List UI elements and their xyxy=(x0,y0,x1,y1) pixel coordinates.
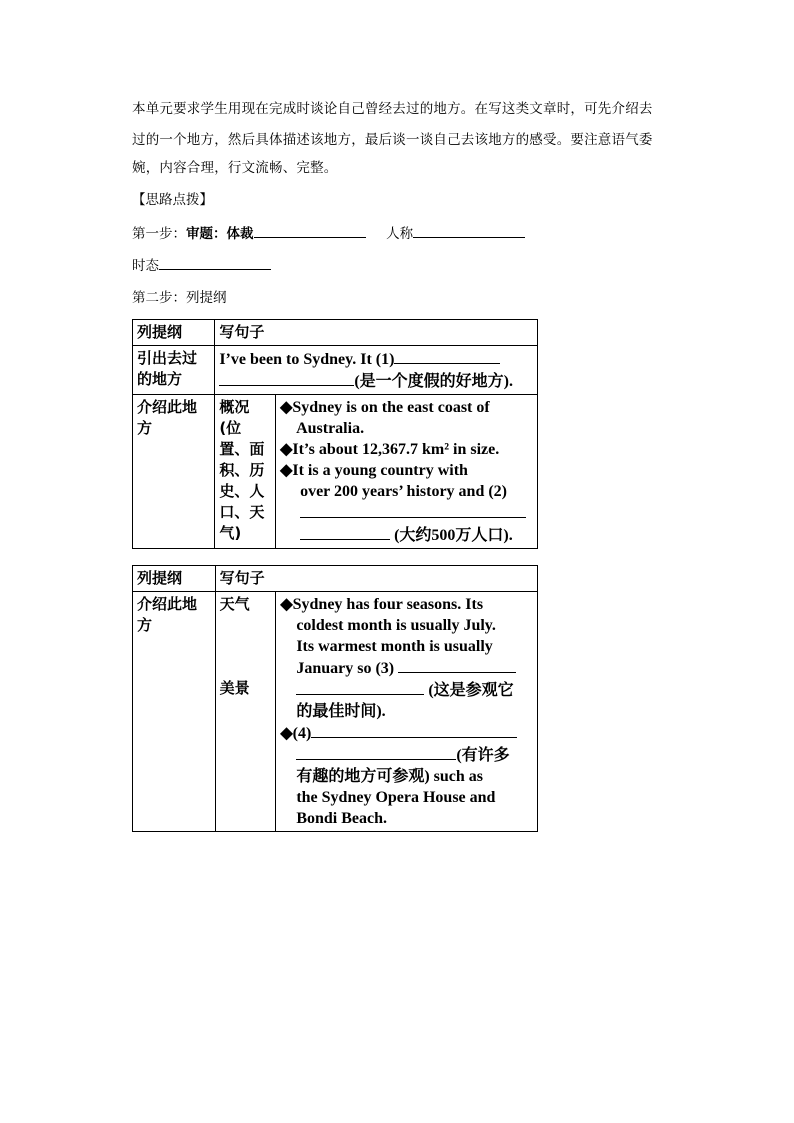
section-heading: 【思路点拨】 xyxy=(132,192,213,208)
scenery-line-3: 有趣的地方可参观) such as xyxy=(296,768,483,785)
tense-label: 时态 xyxy=(132,258,159,274)
scenery-line-4: the Sydney Opera House and xyxy=(296,789,496,806)
tense-blank[interactable] xyxy=(159,255,271,270)
blank-3b[interactable] xyxy=(296,679,424,695)
scenery-line-2: (有许多 xyxy=(456,747,510,764)
blank-1b[interactable] xyxy=(219,370,354,386)
weather-line-2: coldest month is usually July. xyxy=(296,617,496,634)
blank-1a[interactable] xyxy=(394,348,500,364)
row2-bullet-1: ◆Sydney is on the east coast of xyxy=(280,399,490,416)
tense-line xyxy=(132,254,271,274)
table2-row-label: 介绍此地方 xyxy=(133,592,216,832)
table1-row2-content xyxy=(276,395,538,549)
table2-content xyxy=(276,592,538,832)
weather-line-1: ◆Sydney has four seasons. Its xyxy=(280,596,484,613)
table1-row-intro xyxy=(133,346,538,395)
row2-bullet-1b: Australia. xyxy=(296,420,365,437)
row1-text-a: I’ve been to Sydney. It (1) xyxy=(219,351,395,368)
table1-row-describe xyxy=(133,395,538,549)
table1-row1-label: 引出去过的地方 xyxy=(133,346,215,395)
blank-3a[interactable] xyxy=(398,657,516,673)
outline-table-2 xyxy=(132,565,538,832)
blank-2b[interactable] xyxy=(300,524,390,540)
genre-blank[interactable] xyxy=(254,223,366,238)
row2-bullet-3: ◆It is a young country with xyxy=(280,462,468,479)
table2-header-col1: 列提纲 xyxy=(133,566,216,592)
table1-row1-content xyxy=(215,346,538,395)
row2-bullet-3c: (大约500万人口). xyxy=(394,527,513,544)
person-label: 人称 xyxy=(386,226,414,242)
blank-4a[interactable] xyxy=(311,722,517,738)
weather-line-6: 的最佳时间). xyxy=(296,703,386,720)
table1-header-col1: 列提纲 xyxy=(133,320,215,346)
table1-header-row xyxy=(133,320,538,346)
row1-text-b: (是一个度假的好地方). xyxy=(354,373,513,390)
genre-label: 体裁 xyxy=(226,226,254,242)
blank-2a[interactable] xyxy=(300,502,526,518)
table1-header-col2: 写句子 xyxy=(215,320,538,346)
table2-header-col2: 写句子 xyxy=(215,566,537,592)
step2-label: 第二步：列提纲 xyxy=(132,290,227,306)
blank-4b[interactable] xyxy=(296,744,456,760)
table1-row2-sub: 概况(位置、面积、历史、人口、天气) xyxy=(215,395,276,549)
row2-bullet-2: ◆It’s about 12,367.7 km² in size. xyxy=(280,441,500,458)
sub-weather: 天气 xyxy=(219,595,250,613)
step1-line xyxy=(132,222,525,242)
weather-line-5: (这是参观它 xyxy=(428,682,514,699)
intro-line-3: 婉，内容合理，行文流畅、完整。 xyxy=(132,160,338,176)
row2-bullet-3b: over 200 years’ history and (2) xyxy=(300,483,507,500)
scenery-line-1: ◆(4) xyxy=(280,725,312,742)
weather-line-3: Its warmest month is usually xyxy=(296,638,493,655)
intro-line-1: 本单元要求学生用现在完成时谈论自己曾经去过的地方。在写这类文章时，可先介绍去 xyxy=(132,101,653,117)
sub-scenery: 美景 xyxy=(219,679,250,697)
intro-line-2: 过的一个地方，然后具体描述该地方，最后谈一谈自己去该地方的感受。要注意语气委 xyxy=(132,132,653,148)
table2-header-row xyxy=(133,566,538,592)
outline-table-1 xyxy=(132,319,538,549)
table1-row2-label: 介绍此地方 xyxy=(133,395,215,549)
scenery-line-5: Bondi Beach. xyxy=(296,810,387,827)
step1-label: 第一步： xyxy=(132,226,186,242)
weather-line-4: January so (3) xyxy=(296,660,395,677)
intro-paragraph xyxy=(132,94,672,180)
step1-review: 审题： xyxy=(186,226,227,242)
person-blank[interactable] xyxy=(413,223,525,238)
table2-row-describe xyxy=(133,592,538,832)
table2-sub xyxy=(215,592,276,832)
